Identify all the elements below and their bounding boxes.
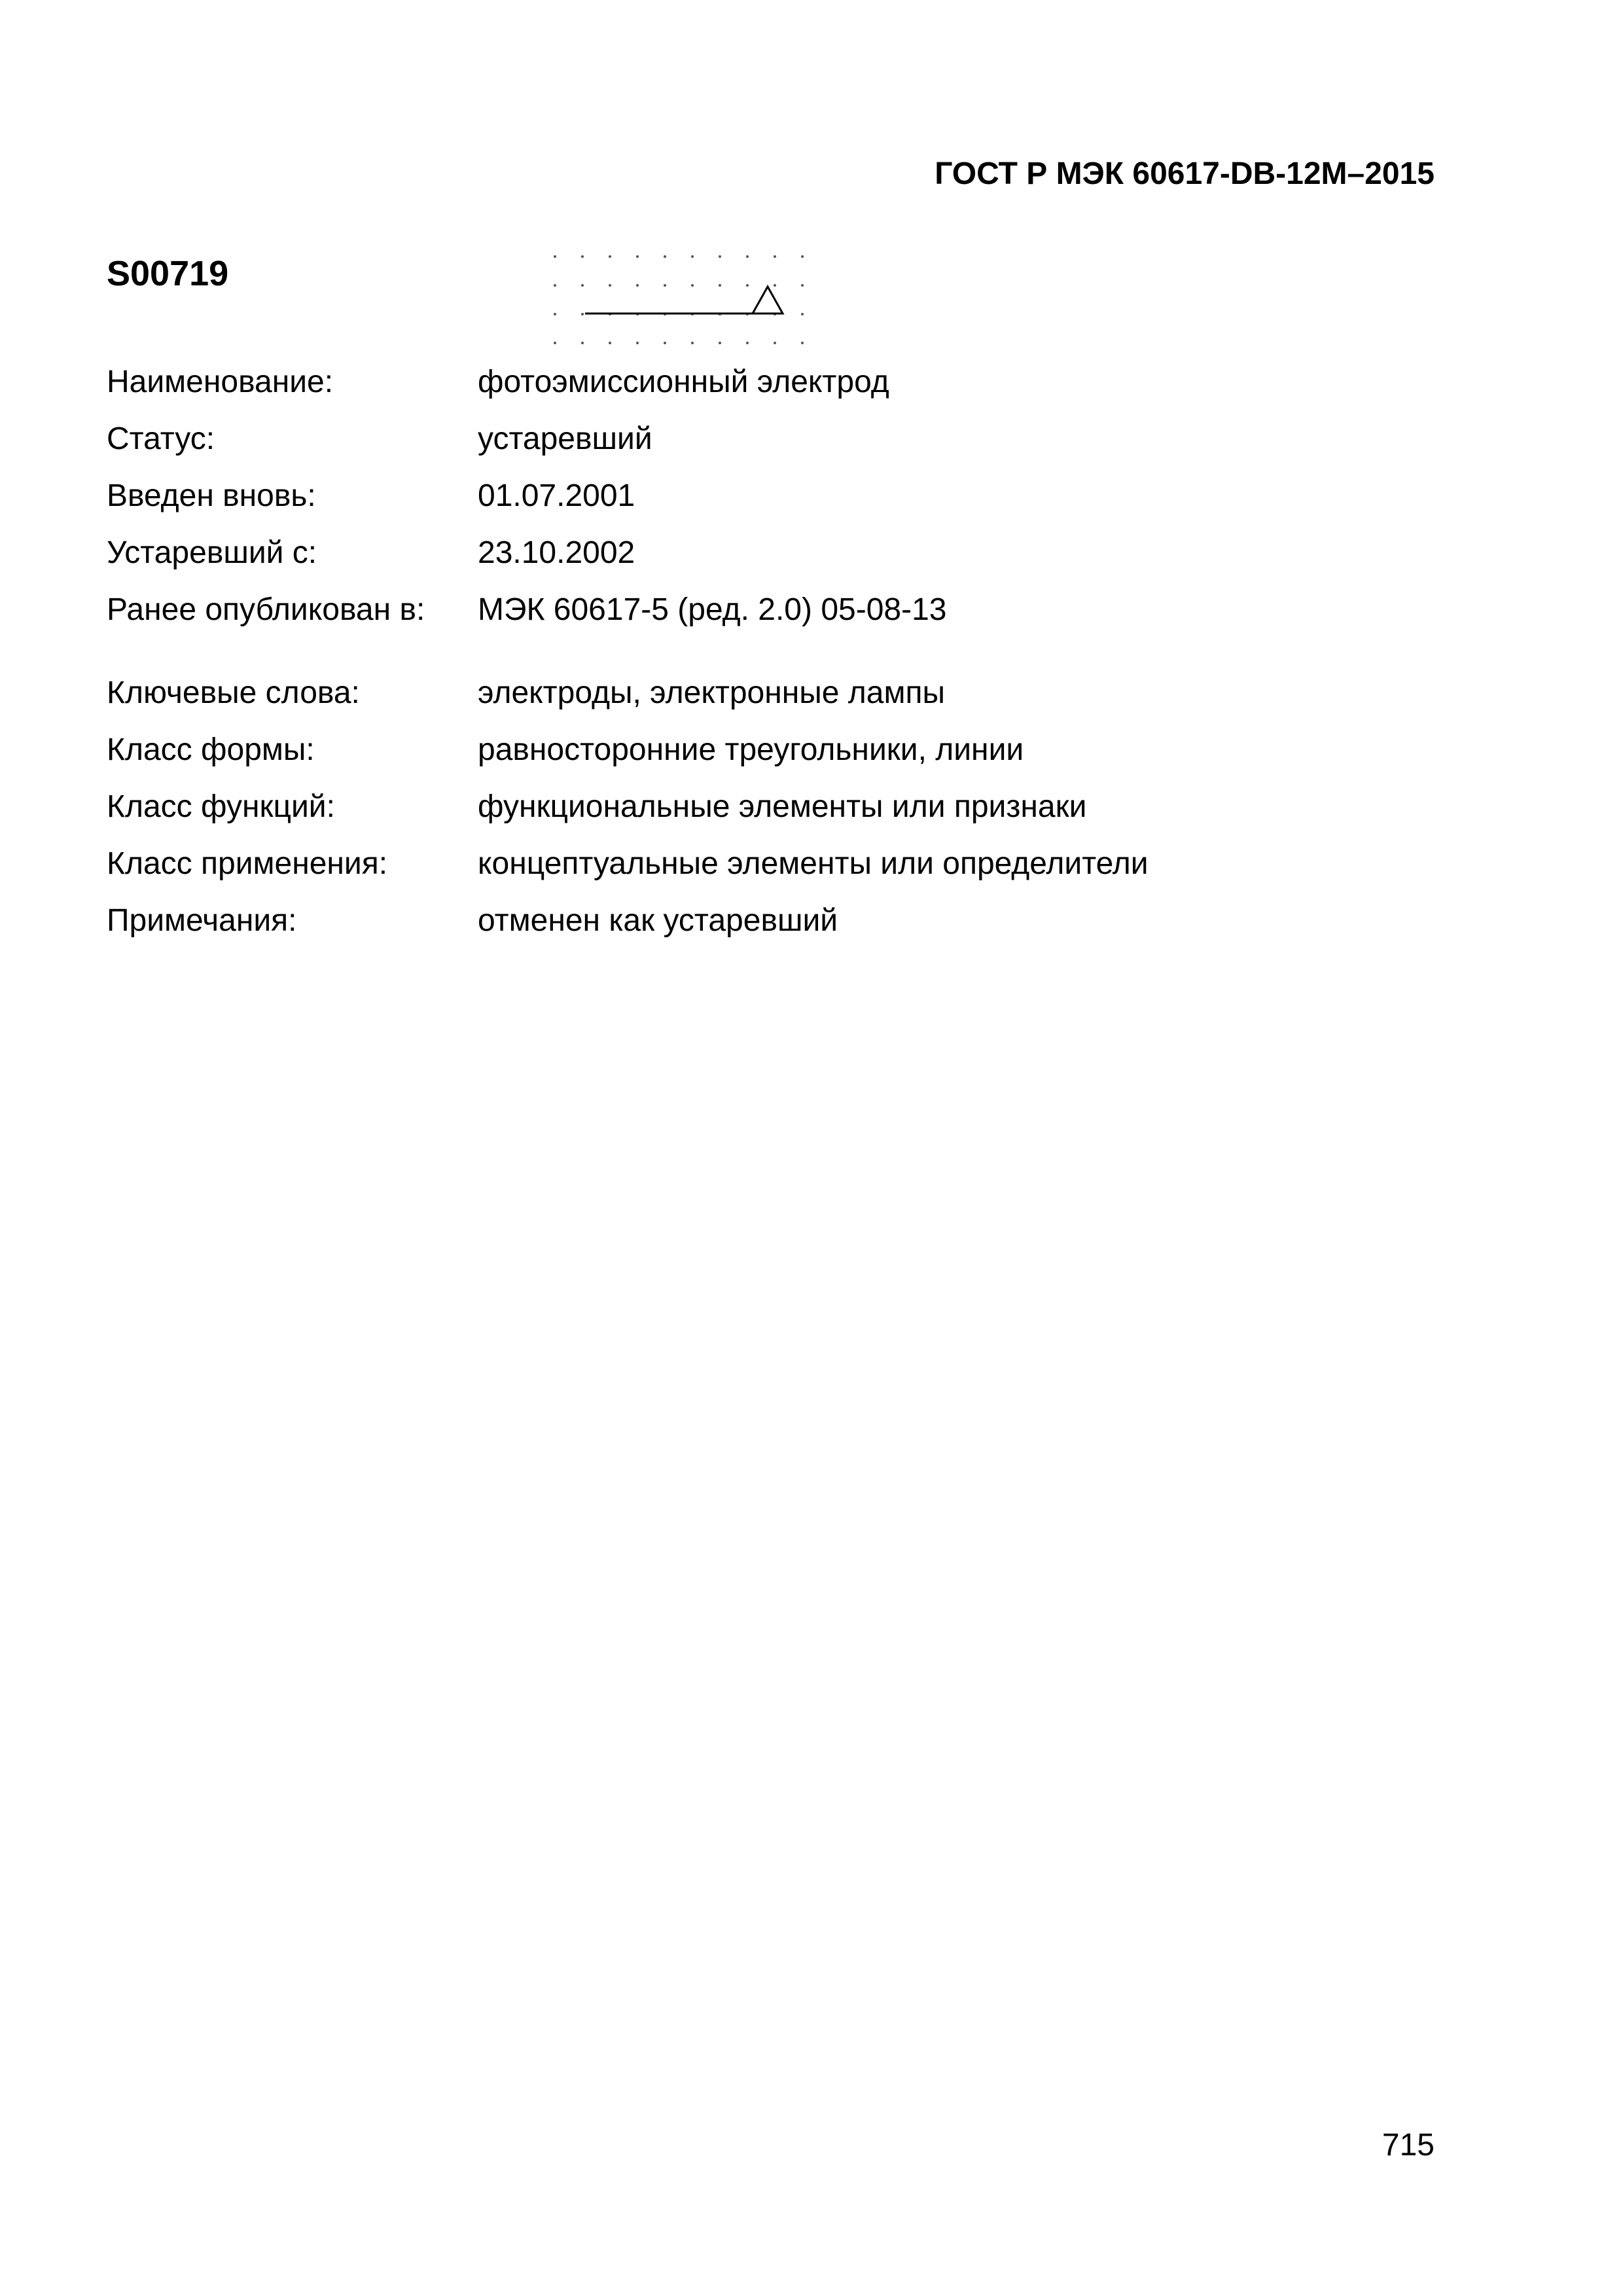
grid-dot bbox=[801, 255, 804, 258]
grid-dot bbox=[719, 284, 721, 287]
grid-dots bbox=[554, 255, 804, 344]
grid-dot bbox=[554, 255, 556, 258]
grid-dot bbox=[801, 284, 804, 287]
standard-designation: ГОСТ Р МЭК 60617-DB-12M–2015 bbox=[935, 156, 1435, 191]
grid-dot bbox=[719, 342, 721, 344]
property-value: 23.10.2002 bbox=[478, 535, 635, 570]
property-label: Статус: bbox=[107, 422, 215, 456]
grid-dot bbox=[554, 313, 556, 315]
photoemissive-electrode-symbol-icon bbox=[544, 243, 832, 348]
property-value: 01.07.2001 bbox=[478, 478, 635, 513]
property-row-function-class bbox=[107, 789, 1448, 846]
grid-dot bbox=[746, 342, 749, 344]
grid-dot bbox=[664, 284, 666, 287]
grid-dot bbox=[746, 255, 749, 258]
property-row-introduced bbox=[107, 478, 1448, 535]
property-label: Класс функций: bbox=[107, 789, 335, 824]
property-row-obsolete-since bbox=[107, 535, 1448, 592]
grid-dot bbox=[554, 284, 556, 287]
electrode-triangle bbox=[753, 287, 783, 314]
grid-dot bbox=[581, 255, 584, 258]
grid-dot bbox=[664, 255, 666, 258]
grid-dot bbox=[664, 342, 666, 344]
property-row-status bbox=[107, 421, 1448, 478]
grid-dot bbox=[609, 284, 611, 287]
property-value: электроды, электронные лампы bbox=[478, 675, 945, 710]
page-number: 715 bbox=[1382, 2128, 1435, 2162]
property-value: отменен как устаревший bbox=[478, 903, 838, 938]
property-value: равносторонние треугольники, линии bbox=[478, 732, 1024, 767]
property-label: Класс применения: bbox=[107, 846, 388, 881]
grid-dot bbox=[691, 284, 694, 287]
symbol-properties bbox=[107, 364, 1448, 960]
grid-dot bbox=[719, 255, 721, 258]
property-row-application-class bbox=[107, 846, 1448, 903]
grid-dot bbox=[636, 342, 639, 344]
property-row-previously-published bbox=[107, 592, 1448, 649]
grid-dot bbox=[801, 313, 804, 315]
property-value: фотоэмиссионный электрод bbox=[478, 365, 889, 399]
grid-dot bbox=[581, 342, 584, 344]
property-label: Класс формы: bbox=[107, 732, 315, 767]
property-label: Примечания: bbox=[107, 903, 297, 938]
property-label: Наименование: bbox=[107, 365, 334, 399]
property-row-shape-class bbox=[107, 732, 1448, 789]
grid-dot bbox=[774, 284, 776, 287]
grid-dot bbox=[609, 255, 611, 258]
property-value: функциональные элементы или признаки bbox=[478, 789, 1087, 824]
property-row-notes bbox=[107, 903, 1448, 960]
property-value: МЭК 60617-5 (ред. 2.0) 05-08-13 bbox=[478, 592, 947, 627]
grid-dot bbox=[581, 313, 584, 315]
grid-dot bbox=[636, 284, 639, 287]
property-label: Ключевые слова: bbox=[107, 675, 360, 710]
grid-dot bbox=[609, 342, 611, 344]
grid-dot bbox=[691, 342, 694, 344]
grid-dot bbox=[581, 284, 584, 287]
grid-dot bbox=[636, 255, 639, 258]
property-label: Введен вновь: bbox=[107, 478, 316, 513]
grid-dot bbox=[774, 255, 776, 258]
property-row-name bbox=[107, 364, 1448, 421]
grid-dot bbox=[774, 342, 776, 344]
symbol-code: S00719 bbox=[107, 254, 229, 293]
grid-dot bbox=[801, 342, 804, 344]
property-row-keywords bbox=[107, 675, 1448, 732]
grid-dot bbox=[691, 255, 694, 258]
property-label: Ранее опубликован в: bbox=[107, 592, 425, 627]
property-value: концептуальные элементы или определители bbox=[478, 846, 1149, 881]
property-value: устаревший bbox=[478, 422, 652, 456]
grid-dot bbox=[746, 284, 749, 287]
grid-dot bbox=[554, 342, 556, 344]
property-label: Устаревший с: bbox=[107, 535, 317, 570]
